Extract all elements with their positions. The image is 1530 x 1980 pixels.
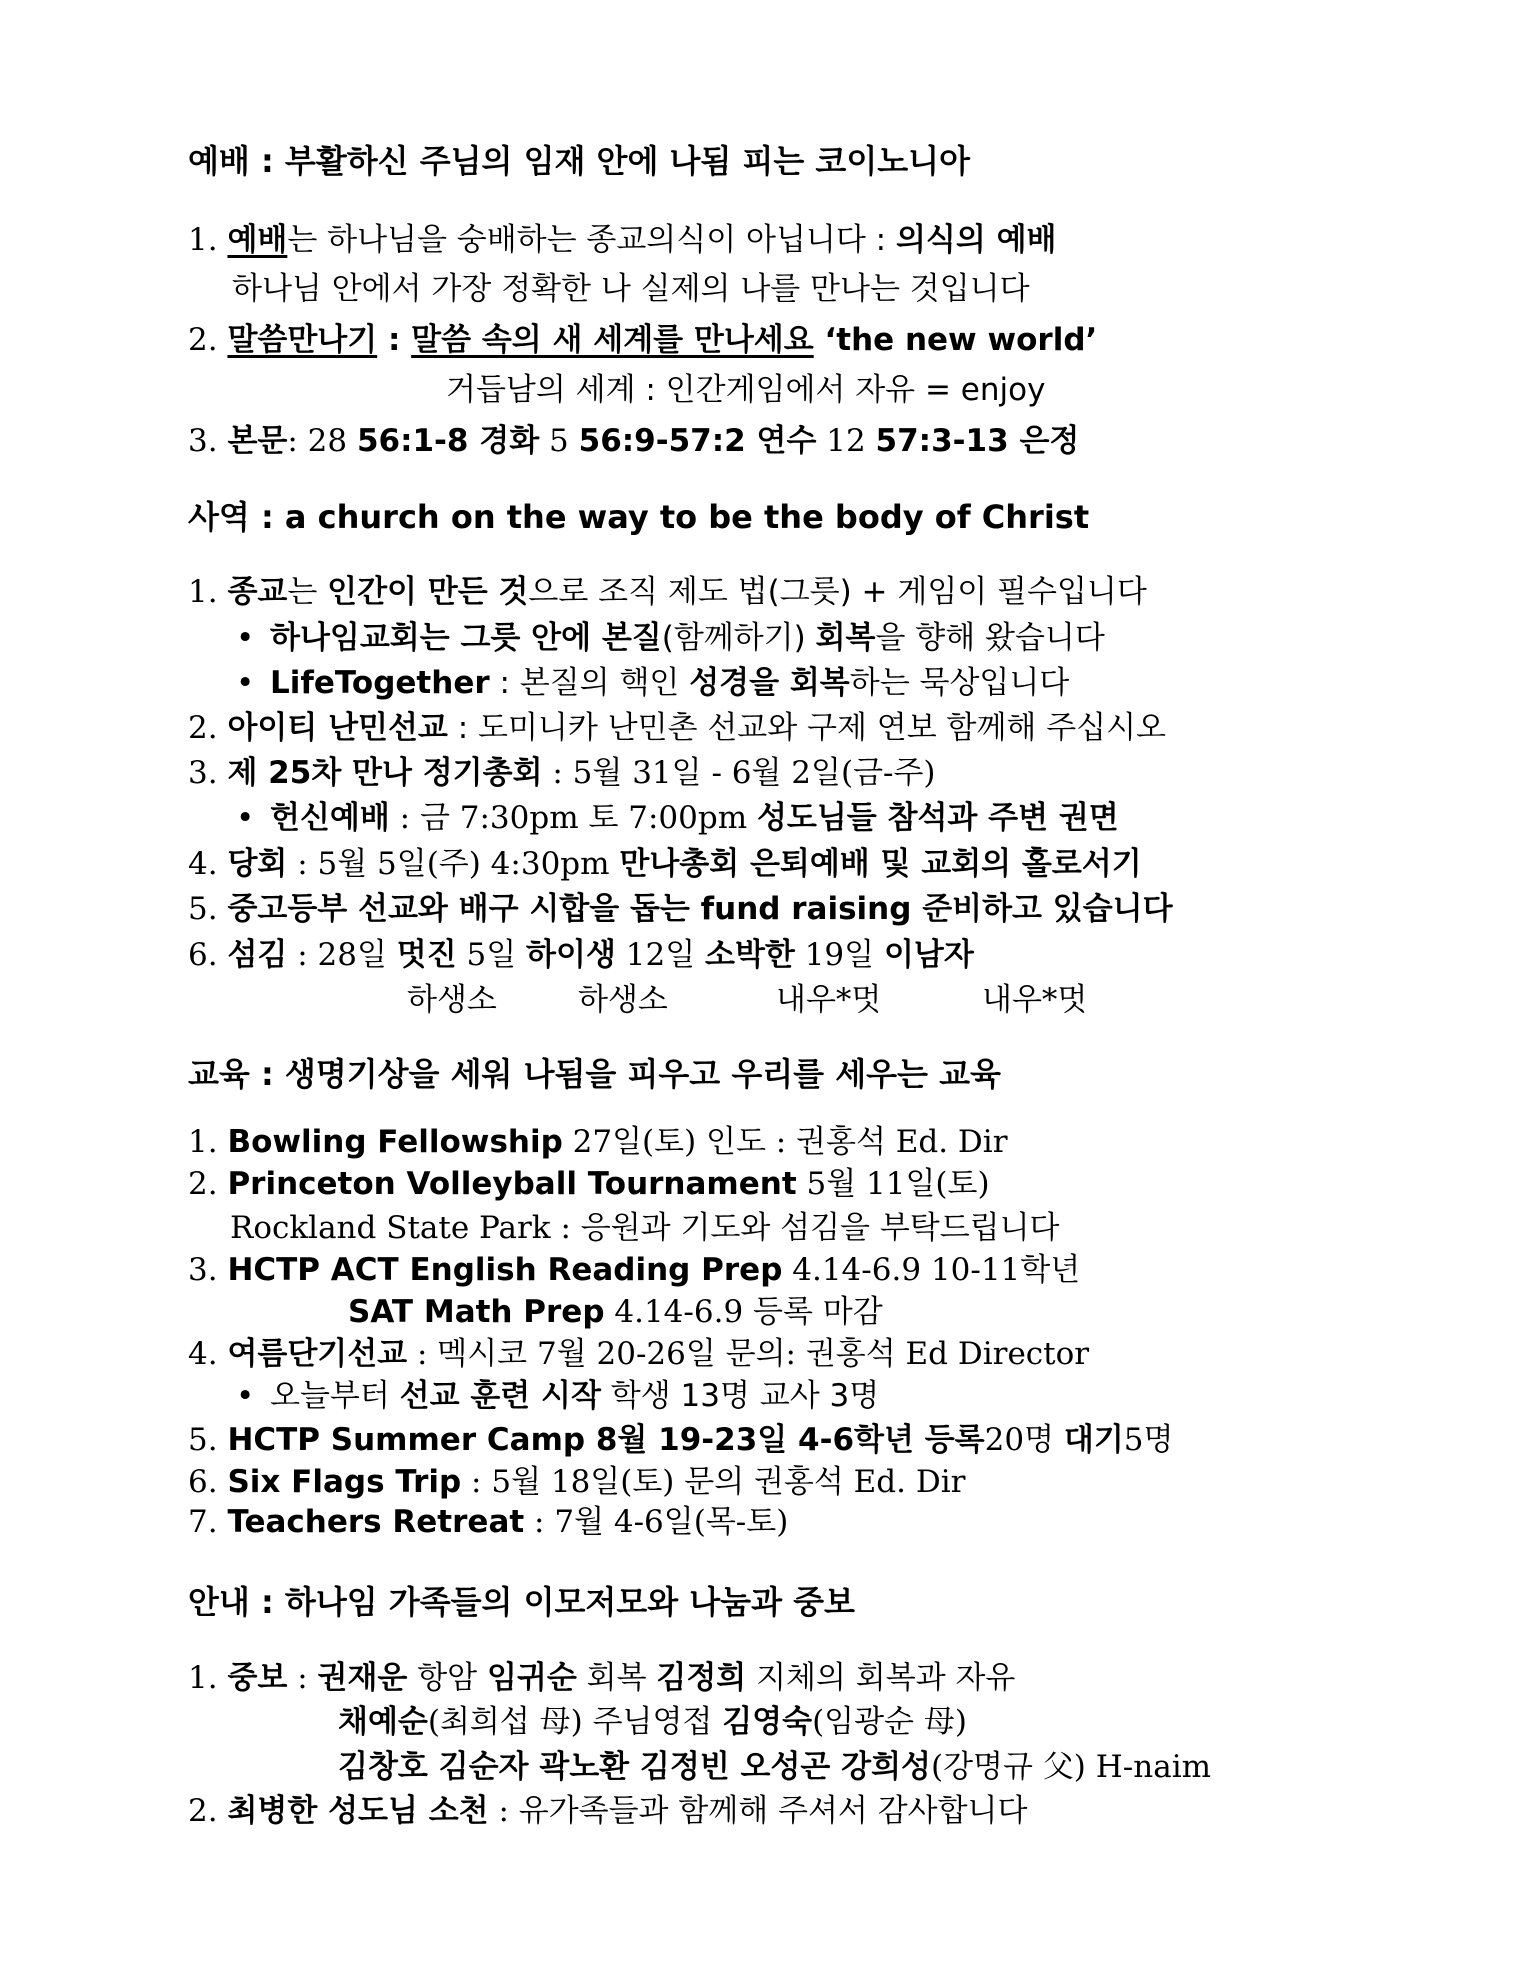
scripture-reading: 56:9-57:2 연수 bbox=[578, 423, 817, 459]
team-name: 소박한 bbox=[705, 937, 795, 973]
keyword: 본문 bbox=[227, 423, 288, 459]
item-text: 19일 bbox=[794, 937, 884, 973]
item-text: 는 하나님을 숭배하는 종교의식이 아닙니다 : bbox=[287, 222, 896, 258]
keyword: Bowling Fellowship bbox=[227, 1124, 563, 1160]
item-number: 3. bbox=[188, 423, 228, 459]
item-text: 5일 bbox=[456, 937, 527, 973]
item-text: : 5월 31일 - 6월 2일(금-주) bbox=[542, 755, 936, 791]
education-item-6 bbox=[188, 1462, 965, 1502]
keyword: 최병한 성도님 소천 bbox=[227, 1793, 489, 1829]
item-text: (강명규 父) H-naim bbox=[931, 1749, 1212, 1785]
notice-item-1-line-3 bbox=[338, 1747, 1211, 1787]
item-text: (함께하기) bbox=[661, 620, 816, 656]
item-number: 2. bbox=[188, 322, 228, 358]
item-number: 6. bbox=[188, 1464, 228, 1500]
item-number: 2. bbox=[188, 1166, 228, 1202]
item-text: 으로 조직 제도 법(그릇) + 게임이 필수입니다 bbox=[528, 574, 1147, 610]
item-number: 4. bbox=[188, 846, 228, 882]
item-number: 5. bbox=[188, 1422, 228, 1458]
ministry-item-4 bbox=[188, 844, 1142, 884]
item-text: 20명 bbox=[984, 1422, 1064, 1458]
worship-item-1 bbox=[188, 220, 1056, 260]
ministry-item-2 bbox=[188, 708, 1166, 748]
item-number: 2. bbox=[188, 1793, 228, 1829]
item-text: : 금 7:30pm 토 7:00pm bbox=[389, 800, 757, 836]
keyword: 말씀만나기 bbox=[227, 322, 378, 358]
person-name: 권재운 bbox=[317, 1660, 408, 1696]
education-item-1 bbox=[188, 1122, 1008, 1162]
keyword: 의식의 예배 bbox=[895, 222, 1057, 258]
item-text: 5명 bbox=[1123, 1422, 1174, 1458]
item-text: ‘the new world’ bbox=[813, 322, 1098, 358]
item-text: : 5월 5일(주) 4:30pm bbox=[287, 846, 620, 882]
keyword: 아이티 난민선교 bbox=[227, 710, 448, 746]
education-item-5 bbox=[188, 1420, 1173, 1460]
bullet-icon: • bbox=[236, 665, 255, 701]
bullet-icon: • bbox=[236, 1378, 255, 1414]
keyword: Teachers Retreat bbox=[227, 1504, 525, 1540]
item-text: (임광순 母) bbox=[812, 1704, 967, 1740]
keyword: 예배 bbox=[227, 222, 288, 258]
education-item-2 bbox=[188, 1164, 990, 1204]
ministry-bullet-1 bbox=[236, 618, 1105, 658]
ministry-bullet-3 bbox=[236, 798, 1119, 838]
worship-item-1-detail: 하나님 안에서 가장 정확한 나 실제의 나를 만나는 것입니다 bbox=[232, 271, 1030, 307]
item-text: : 도미니카 난민촌 선교와 구제 연보 함께해 주십시오 bbox=[447, 710, 1166, 746]
item-text: 회복 bbox=[576, 1660, 657, 1696]
item-text: 12 bbox=[816, 423, 876, 459]
worship-heading: 예배 : 부활하신 주님의 임재 안에 나됨 피는 코이노니아 bbox=[188, 142, 970, 180]
item-number: 3. bbox=[188, 755, 228, 791]
item-number: 3. bbox=[188, 1252, 228, 1288]
item-text: 을 향해 왔습니다 bbox=[875, 620, 1105, 656]
item-text: 는 bbox=[287, 574, 328, 610]
item-text: 중고등부 선교와 배구 시합을 돕는 fund raising 준비하고 있습니다 bbox=[227, 891, 1173, 927]
team-name: 이남자 bbox=[883, 937, 974, 973]
keyword: 헌신예배 bbox=[270, 800, 390, 836]
keyword: 회복 bbox=[815, 620, 876, 656]
keyword: 섬김 bbox=[227, 937, 288, 973]
item-number: 4. bbox=[188, 1336, 228, 1372]
worship-item-3 bbox=[188, 421, 1079, 461]
ministry-item-6-sub-3: 내우*멋 bbox=[776, 982, 882, 1018]
item-number: 7. bbox=[188, 1504, 228, 1540]
notice-heading: 안내 : 하나임 가족들의 이모저모와 나눔과 중보 bbox=[188, 1583, 855, 1621]
education-item-7 bbox=[188, 1502, 788, 1542]
item-text: : 28일 bbox=[287, 937, 397, 973]
keyword: 성도님들 참석과 주변 권면 bbox=[756, 800, 1119, 836]
keyword: HCTP Summer Camp 8월 19-23일 4-6학년 등록 bbox=[227, 1422, 985, 1458]
scripture-reading: 57:3-13 은정 bbox=[875, 423, 1080, 459]
keyword: 대기 bbox=[1063, 1422, 1124, 1458]
person-name: 채예순 bbox=[338, 1704, 428, 1740]
person-name: 김영숙 bbox=[722, 1704, 813, 1740]
item-text: 항암 bbox=[407, 1660, 487, 1696]
keyword: 종교 bbox=[227, 574, 288, 610]
education-item-3-sub bbox=[348, 1292, 883, 1332]
keyword: 선교 훈련 시작 bbox=[399, 1378, 601, 1414]
keyword: LifeTogether bbox=[270, 665, 490, 701]
keyword: 인간이 만든 것 bbox=[327, 574, 529, 610]
keyword: Princeton Volleyball Tournament bbox=[227, 1166, 797, 1202]
education-heading: 교육 : 생명기상을 세워 나됨을 피우고 우리를 세우는 교육 bbox=[188, 1055, 1001, 1093]
person-name: 김창호 김순자 곽노환 김정빈 오성곤 강희성 bbox=[338, 1749, 931, 1785]
worship-item-2-detail: 거듭남의 세계 : 인간게임에서 자유 = enjoy bbox=[446, 372, 1046, 408]
keyword: 성경을 회복 bbox=[689, 665, 850, 701]
notice-item-2 bbox=[188, 1791, 1027, 1831]
item-number: 2. bbox=[188, 710, 228, 746]
item-text: : 5월 18일(토) 문의 권홍석 Ed. Dir bbox=[461, 1464, 966, 1500]
item-text: 4.14-6.9 등록 마감 bbox=[604, 1294, 883, 1330]
item-text: 오늘부터 bbox=[270, 1378, 400, 1414]
item-text: 4.14-6.9 10-11학년 bbox=[782, 1252, 1081, 1288]
item-text: 학생 13명 교사 3명 bbox=[600, 1378, 880, 1414]
item-text: : bbox=[287, 1660, 318, 1696]
keyword: 제 25차 만나 정기총회 bbox=[227, 755, 543, 791]
item-text: 지체의 회복과 자유 bbox=[746, 1660, 1016, 1696]
keyword: 본질 bbox=[601, 620, 662, 656]
ministry-item-1 bbox=[188, 572, 1147, 612]
keyword: 말씀 속의 새 세계를 만나세요 bbox=[411, 322, 814, 358]
team-name: 하이생 bbox=[526, 937, 616, 973]
keyword: 만나총회 은퇴예배 및 교회의 홀로서기 bbox=[619, 846, 1142, 882]
education-item-3 bbox=[188, 1250, 1080, 1290]
bullet-icon: • bbox=[236, 620, 255, 656]
item-number: 1. bbox=[188, 574, 228, 610]
item-text: 5월 11일(토) bbox=[796, 1166, 990, 1202]
ministry-item-6-sub-4: 내우*멋 bbox=[982, 982, 1088, 1018]
item-text: : 7월 4-6일(목-토) bbox=[524, 1504, 789, 1540]
education-bullet-1 bbox=[236, 1376, 879, 1416]
item-text: 12일 bbox=[615, 937, 705, 973]
item-text: : bbox=[377, 322, 412, 358]
bullet-icon: • bbox=[236, 800, 255, 836]
item-text: 27일(토) 인도 : 권홍석 Ed. Dir bbox=[562, 1124, 1008, 1160]
item-text: : 28 bbox=[287, 423, 357, 459]
item-text: 하는 묵상입니다 bbox=[849, 665, 1070, 701]
ministry-item-3 bbox=[188, 753, 936, 793]
notice-item-1 bbox=[188, 1658, 1015, 1698]
ministry-item-6-sub-2: 하생소 bbox=[578, 982, 668, 1018]
person-name: 김정희 bbox=[656, 1660, 747, 1696]
education-item-2-detail: Rockland State Park : 응원과 기도와 섬김을 부탁드립니다 bbox=[230, 1210, 1060, 1246]
item-number: 1. bbox=[188, 1660, 228, 1696]
keyword: Six Flags Trip bbox=[227, 1464, 462, 1500]
item-text: 하나임교회는 그릇 안에 bbox=[270, 620, 602, 656]
item-text: : 멕시코 7월 20-26일 문의: 권홍석 Ed Director bbox=[407, 1336, 1090, 1372]
keyword: 당회 bbox=[227, 846, 288, 882]
item-number: 6. bbox=[188, 937, 228, 973]
item-number: 5. bbox=[188, 891, 228, 927]
keyword: 중보 bbox=[227, 1660, 288, 1696]
team-name: 멋진 bbox=[396, 937, 457, 973]
item-number: 1. bbox=[188, 1124, 228, 1160]
keyword: SAT Math Prep bbox=[348, 1294, 605, 1330]
keyword: 여름단기선교 bbox=[227, 1336, 408, 1372]
ministry-item-6-sub-1: 하생소 bbox=[407, 982, 497, 1018]
ministry-bullet-2 bbox=[236, 663, 1069, 703]
scripture-reading: 56:1-8 경화 bbox=[356, 423, 540, 459]
item-text: : 유가족들과 함께해 주셔서 감사합니다 bbox=[488, 1793, 1028, 1829]
keyword: HCTP ACT English Reading Prep bbox=[227, 1252, 783, 1288]
item-text: 5 bbox=[539, 423, 579, 459]
item-number: 1. bbox=[188, 222, 228, 258]
ministry-item-5 bbox=[188, 889, 1173, 929]
education-item-4 bbox=[188, 1334, 1089, 1374]
person-name: 임귀순 bbox=[486, 1660, 577, 1696]
item-text: : 본질의 핵인 bbox=[489, 665, 690, 701]
worship-item-2 bbox=[188, 320, 1097, 360]
ministry-heading: 사역 : a church on the way to be the body of Christ bbox=[188, 498, 1090, 536]
item-text: (최희섭 母) 주님영접 bbox=[427, 1704, 723, 1740]
ministry-item-6 bbox=[188, 935, 974, 975]
notice-item-1-line-2 bbox=[338, 1702, 967, 1742]
